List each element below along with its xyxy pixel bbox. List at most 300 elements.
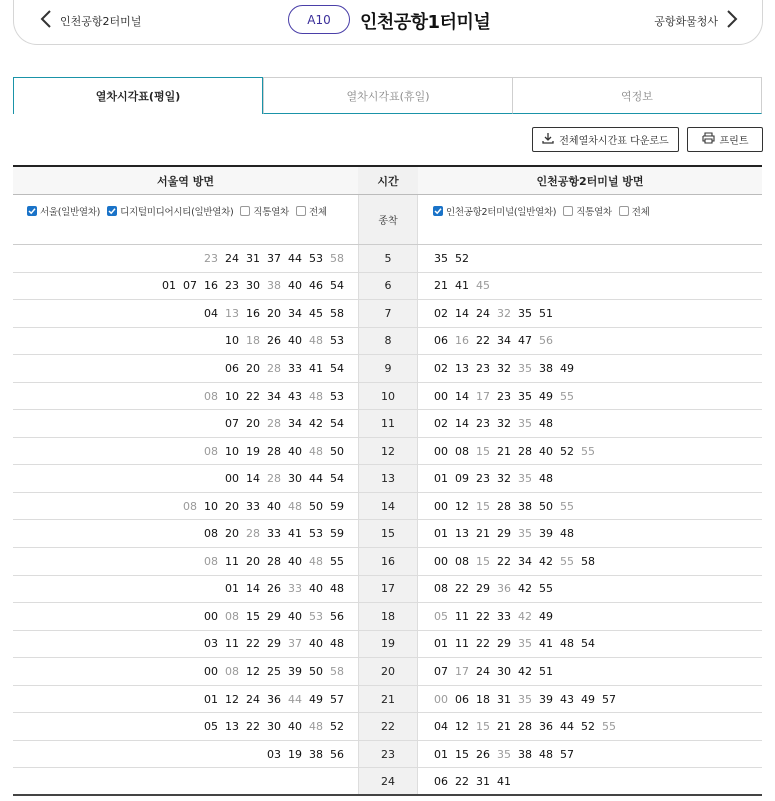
departure-minute-express: 55 — [581, 444, 595, 458]
hour-cell: 17 — [358, 576, 418, 603]
left-filter-checkbox[interactable] — [107, 204, 233, 218]
departure-minute: 19 — [288, 747, 302, 761]
departure-minute-express: 58 — [330, 251, 344, 265]
hour-cell: 16 — [358, 548, 418, 575]
seoul-direction-minutes — [13, 658, 358, 685]
departure-minute: 02 — [434, 361, 448, 375]
departure-minute: 16 — [246, 306, 260, 320]
departure-minute-express: 42 — [518, 609, 532, 623]
departure-minute: 28 — [497, 499, 511, 513]
departure-minute: 07 — [183, 279, 197, 293]
departure-minute-express: 23 — [204, 251, 218, 265]
departure-minute-express: 35 — [518, 637, 532, 651]
chevron-right-icon — [726, 10, 738, 32]
departure-minute: 30 — [497, 664, 511, 678]
terminal2-direction-minutes — [418, 658, 762, 685]
departure-minute: 44 — [309, 472, 323, 486]
checkbox-checked-icon[interactable] — [433, 206, 443, 216]
departure-minute-express: 44 — [288, 692, 302, 706]
seoul-direction-minutes — [13, 548, 358, 575]
departure-minute: 37 — [267, 251, 281, 265]
timetable — [13, 165, 762, 796]
left-filter-label: 서울(일반열차) — [40, 207, 101, 218]
seoul-direction-minutes — [13, 493, 358, 520]
departure-minute: 31 — [476, 774, 490, 788]
departure-minute: 30 — [246, 279, 260, 293]
departure-minute: 36 — [267, 692, 281, 706]
terminal2-direction-minutes — [418, 273, 762, 300]
download-icon — [542, 132, 559, 147]
departure-minute-express: 45 — [476, 279, 490, 293]
hour-cell: 20 — [358, 658, 418, 685]
terminus-label: 종착 — [358, 195, 418, 244]
departure-minute: 02 — [434, 306, 448, 320]
departure-minute: 23 — [225, 279, 239, 293]
departure-minute: 28 — [267, 444, 281, 458]
right-filter-checkbox[interactable] — [563, 204, 612, 218]
departure-minute: 23 — [476, 417, 490, 431]
departure-minute: 22 — [246, 637, 260, 651]
departure-minute-express: 48 — [309, 720, 323, 734]
departure-minute: 34 — [518, 554, 532, 568]
departure-minute: 42 — [518, 664, 532, 678]
hour-cell: 9 — [358, 355, 418, 382]
terminal2-direction-minutes — [418, 410, 762, 437]
terminal2-direction-minutes — [418, 548, 762, 575]
checkbox-empty-icon[interactable] — [296, 206, 306, 216]
departure-minute-express: 58 — [330, 664, 344, 678]
hour-cell: 24 — [358, 768, 418, 794]
right-filter-label: 인천공항2터미널(일반열차) — [446, 207, 557, 218]
seoul-direction-minutes — [13, 300, 358, 327]
departure-minute: 28 — [518, 720, 532, 734]
departure-minute: 13 — [455, 527, 469, 541]
departure-minute: 49 — [309, 692, 323, 706]
departure-minute: 00 — [434, 389, 448, 403]
terminal2-direction-minutes — [418, 686, 762, 713]
departure-minute: 15 — [455, 747, 469, 761]
departure-minute: 26 — [476, 747, 490, 761]
left-filter-label: 전체 — [308, 207, 327, 218]
departure-minute: 10 — [225, 389, 239, 403]
departure-minute-express: 08 — [204, 389, 218, 403]
departure-minute: 13 — [455, 361, 469, 375]
table-row — [13, 383, 762, 411]
departure-minute: 20 — [246, 554, 260, 568]
departure-minute-express: 28 — [246, 527, 260, 541]
departure-minute: 42 — [518, 582, 532, 596]
seoul-direction-minutes — [13, 410, 358, 437]
departure-minute: 53 — [330, 334, 344, 348]
departure-minute: 00 — [225, 472, 239, 486]
departure-minute: 08 — [434, 582, 448, 596]
seoul-direction-minutes — [13, 245, 358, 272]
departure-minute: 26 — [267, 582, 281, 596]
departure-minute-express: 28 — [267, 361, 281, 375]
departure-minute: 22 — [246, 389, 260, 403]
departure-minute-express: 48 — [309, 334, 323, 348]
departure-minute: 01 — [434, 472, 448, 486]
departure-minute: 12 — [246, 664, 260, 678]
table-row — [13, 741, 762, 769]
timetable-body — [13, 245, 762, 796]
departure-minute: 43 — [288, 389, 302, 403]
departure-minute: 54 — [330, 361, 344, 375]
departure-minute: 42 — [309, 417, 323, 431]
departure-minute-express: 38 — [267, 279, 281, 293]
left-filter-checkbox[interactable] — [240, 204, 289, 218]
hour-column-title: 시간 — [358, 167, 418, 194]
next-station-link[interactable] — [654, 10, 738, 32]
departure-minute: 41 — [288, 527, 302, 541]
departure-minute: 44 — [288, 251, 302, 265]
departure-minute-express: 08 — [183, 499, 197, 513]
departure-minute-express: 16 — [455, 334, 469, 348]
right-filter-checkbox[interactable] — [433, 204, 556, 218]
table-row — [13, 245, 762, 273]
departure-minute: 48 — [560, 637, 574, 651]
departure-minute: 01 — [204, 692, 218, 706]
departure-minute-express: 00 — [434, 692, 448, 706]
departure-minute: 34 — [497, 334, 511, 348]
prev-station-label: 인천공항2터미널 — [60, 15, 142, 28]
departure-minute-express: 48 — [309, 444, 323, 458]
departure-minute: 29 — [476, 582, 490, 596]
departure-minute: 31 — [497, 692, 511, 706]
departure-minute-express: 08 — [225, 609, 239, 623]
seoul-direction-minutes — [13, 438, 358, 465]
seoul-direction-minutes — [13, 603, 358, 630]
departure-minute: 52 — [581, 720, 595, 734]
departure-minute: 12 — [455, 720, 469, 734]
checkbox-checked-icon[interactable] — [27, 206, 37, 216]
terminal2-direction-minutes — [418, 438, 762, 465]
departure-minute: 48 — [539, 417, 553, 431]
departure-minute: 35 — [518, 389, 532, 403]
departure-minute-express: 55 — [560, 389, 574, 403]
departure-minute: 19 — [246, 444, 260, 458]
departure-minute: 34 — [288, 417, 302, 431]
departure-minute: 00 — [204, 664, 218, 678]
right-filter-checkbox[interactable] — [619, 204, 650, 218]
departure-minute: 11 — [225, 637, 239, 651]
departure-minute: 57 — [330, 692, 344, 706]
departure-minute: 13 — [225, 720, 239, 734]
departure-minute: 29 — [497, 527, 511, 541]
departure-minute: 41 — [455, 279, 469, 293]
departure-minute: 09 — [455, 472, 469, 486]
departure-minute-express: 17 — [476, 389, 490, 403]
departure-minute: 59 — [330, 499, 344, 513]
departure-minute: 49 — [539, 609, 553, 623]
departure-minute: 32 — [497, 472, 511, 486]
hour-cell: 7 — [358, 300, 418, 327]
departure-minute: 40 — [288, 720, 302, 734]
seoul-direction-minutes — [13, 768, 358, 794]
departure-minute-express: 35 — [518, 472, 532, 486]
departure-minute: 12 — [225, 692, 239, 706]
departure-minute: 55 — [330, 554, 344, 568]
departure-minute: 44 — [560, 720, 574, 734]
table-row — [13, 768, 762, 796]
terminal2-direction-title: 인천공항2터미널 방면 — [536, 174, 644, 188]
terminal2-direction-minutes — [418, 603, 762, 630]
departure-minute-express: 32 — [497, 306, 511, 320]
departure-minute-express: 36 — [497, 582, 511, 596]
departure-minute: 51 — [539, 306, 553, 320]
departure-minute: 00 — [434, 554, 448, 568]
departure-minute: 33 — [497, 609, 511, 623]
departure-minute: 40 — [288, 609, 302, 623]
departure-minute: 50 — [309, 499, 323, 513]
departure-minute: 22 — [455, 774, 469, 788]
departure-minute-express: 28 — [267, 417, 281, 431]
departure-minute-express: 15 — [476, 499, 490, 513]
departure-minute: 32 — [497, 417, 511, 431]
hour-cell: 12 — [358, 438, 418, 465]
departure-minute: 08 — [455, 554, 469, 568]
departure-minute: 54 — [330, 472, 344, 486]
departure-minute-express: 13 — [225, 306, 239, 320]
departure-minute: 10 — [225, 444, 239, 458]
table-row — [13, 465, 762, 493]
departure-minute: 34 — [288, 306, 302, 320]
hour-cell: 6 — [358, 273, 418, 300]
departure-minute: 50 — [330, 444, 344, 458]
departure-minute: 06 — [434, 774, 448, 788]
left-filter-label: 직통열차 — [253, 207, 289, 218]
departure-minute: 38 — [518, 747, 532, 761]
hour-cell: 13 — [358, 465, 418, 492]
departure-minute: 21 — [497, 720, 511, 734]
departure-minute-express: 08 — [204, 554, 218, 568]
departure-minute-express: 35 — [497, 747, 511, 761]
checkbox-empty-icon[interactable] — [563, 206, 573, 216]
departure-minute: 20 — [225, 499, 239, 513]
departure-minute: 40 — [309, 637, 323, 651]
departure-minute-express: 35 — [518, 527, 532, 541]
departure-minute: 14 — [455, 306, 469, 320]
seoul-direction-title: 서울역 방면 — [157, 174, 214, 188]
departure-minute: 40 — [267, 499, 281, 513]
table-row — [13, 493, 762, 521]
departure-minute: 22 — [476, 609, 490, 623]
departure-minute: 23 — [476, 361, 490, 375]
departure-minute-express: 15 — [476, 444, 490, 458]
departure-minute: 23 — [497, 389, 511, 403]
left-filter-label: 디지털미디어시티(일반열차) — [120, 207, 234, 218]
departure-minute: 50 — [309, 664, 323, 678]
departure-minute: 40 — [288, 444, 302, 458]
departure-minute-express: 28 — [267, 472, 281, 486]
hour-cell: 23 — [358, 741, 418, 768]
departure-minute: 55 — [539, 582, 553, 596]
tab-weekday-timetable[interactable]: 열차시각표(평일) — [13, 77, 263, 114]
departure-minute: 22 — [455, 582, 469, 596]
departure-minute: 11 — [225, 554, 239, 568]
departure-minute: 28 — [518, 444, 532, 458]
departure-minute-express: 48 — [309, 389, 323, 403]
departure-minute: 43 — [560, 692, 574, 706]
chevron-left-icon — [40, 10, 52, 32]
terminal2-direction-minutes — [418, 300, 762, 327]
departure-minute: 20 — [246, 417, 260, 431]
departure-minute: 47 — [518, 334, 532, 348]
terminal2-direction-minutes — [418, 328, 762, 355]
download-timetable-button[interactable] — [532, 127, 679, 152]
checkbox-empty-icon[interactable] — [240, 206, 250, 216]
left-filter-checkbox[interactable] — [296, 204, 327, 218]
seoul-direction-minutes — [13, 383, 358, 410]
seoul-direction-minutes — [13, 328, 358, 355]
departure-minute: 01 — [434, 747, 448, 761]
seoul-direction-minutes — [13, 741, 358, 768]
departure-minute: 34 — [267, 389, 281, 403]
departure-minute: 50 — [539, 499, 553, 513]
departure-minute: 49 — [560, 361, 574, 375]
departure-minute: 11 — [455, 637, 469, 651]
departure-minute: 24 — [225, 251, 239, 265]
departure-minute: 32 — [497, 361, 511, 375]
departure-minute: 24 — [476, 664, 490, 678]
departure-minute: 12 — [455, 499, 469, 513]
departure-minute-express: 35 — [518, 417, 532, 431]
terminal2-direction-minutes — [418, 576, 762, 603]
terminal2-direction-minutes — [418, 245, 762, 272]
hour-cell: 22 — [358, 713, 418, 740]
seoul-direction-minutes — [13, 576, 358, 603]
table-row — [13, 686, 762, 714]
departure-minute: 04 — [434, 720, 448, 734]
departure-minute: 30 — [267, 720, 281, 734]
seoul-direction-minutes — [13, 686, 358, 713]
departure-minute: 42 — [539, 554, 553, 568]
departure-minute: 54 — [581, 637, 595, 651]
prev-station-link[interactable] — [40, 10, 141, 32]
checkbox-checked-icon[interactable] — [107, 206, 117, 216]
departure-minute: 29 — [267, 637, 281, 651]
departure-minute-express: 48 — [309, 554, 323, 568]
departure-minute: 01 — [434, 637, 448, 651]
departure-minute: 03 — [204, 637, 218, 651]
departure-minute: 48 — [560, 527, 574, 541]
station-header — [13, 0, 763, 45]
seoul-direction-minutes — [13, 520, 358, 547]
departure-minute: 52 — [560, 444, 574, 458]
departure-minute: 08 — [204, 527, 218, 541]
checkbox-empty-icon[interactable] — [619, 206, 629, 216]
departure-minute: 06 — [455, 692, 469, 706]
tab-holiday-timetable[interactable]: 열차시각표(휴일) — [263, 77, 512, 114]
departure-minute: 07 — [434, 664, 448, 678]
station-code-badge: A10 — [288, 5, 350, 34]
departure-minute: 54 — [330, 417, 344, 431]
departure-minute: 39 — [539, 692, 553, 706]
departure-minute: 29 — [497, 637, 511, 651]
departure-minute: 48 — [330, 637, 344, 651]
departure-minute: 29 — [267, 609, 281, 623]
departure-minute: 41 — [309, 361, 323, 375]
departure-minute: 14 — [455, 389, 469, 403]
departure-minute-express: 53 — [309, 609, 323, 623]
departure-minute: 02 — [434, 417, 448, 431]
departure-minute-express: 15 — [476, 554, 490, 568]
departure-minute-express: 48 — [288, 499, 302, 513]
terminal2-direction-minutes — [418, 741, 762, 768]
departure-minute: 54 — [330, 279, 344, 293]
departure-minute: 51 — [539, 664, 553, 678]
departure-minute: 46 — [309, 279, 323, 293]
departure-minute: 18 — [476, 692, 490, 706]
departure-minute: 30 — [288, 472, 302, 486]
departure-minute: 33 — [267, 527, 281, 541]
next-station-label: 공항화물청사 — [654, 15, 718, 28]
departure-minute: 38 — [539, 361, 553, 375]
departure-minute-express: 35 — [518, 361, 532, 375]
departure-minute: 40 — [309, 582, 323, 596]
table-row — [13, 300, 762, 328]
departure-minute: 56 — [330, 609, 344, 623]
departure-minute: 22 — [246, 720, 260, 734]
departure-minute: 57 — [560, 747, 574, 761]
departure-minute: 53 — [309, 251, 323, 265]
departure-minute: 53 — [330, 389, 344, 403]
departure-minute: 00 — [204, 609, 218, 623]
departure-minute: 58 — [330, 306, 344, 320]
terminal2-direction-minutes — [418, 383, 762, 410]
departure-minute-express: 17 — [455, 664, 469, 678]
departure-minute: 21 — [476, 527, 490, 541]
departure-minute: 48 — [539, 472, 553, 486]
departure-minute: 20 — [267, 306, 281, 320]
departure-minute: 10 — [204, 499, 218, 513]
seoul-direction-minutes — [13, 273, 358, 300]
departure-minute: 08 — [455, 444, 469, 458]
tab-station-info[interactable]: 역정보 — [512, 77, 762, 114]
departure-minute-express: 35 — [518, 692, 532, 706]
terminal2-direction-minutes — [418, 713, 762, 740]
left-filter-checkbox[interactable] — [27, 204, 100, 218]
left-filter-group — [13, 195, 358, 244]
hour-cell: 5 — [358, 245, 418, 272]
hour-cell: 18 — [358, 603, 418, 630]
hour-cell: 15 — [358, 520, 418, 547]
right-filter-label: 전체 — [631, 207, 650, 218]
departure-minute: 33 — [288, 361, 302, 375]
departure-minute: 52 — [455, 251, 469, 265]
hour-cell: 8 — [358, 328, 418, 355]
departure-minute: 40 — [288, 554, 302, 568]
seoul-direction-minutes — [13, 355, 358, 382]
departure-minute: 40 — [539, 444, 553, 458]
table-row — [13, 631, 762, 659]
departure-minute: 14 — [455, 417, 469, 431]
departure-minute: 45 — [309, 306, 323, 320]
departure-minute: 38 — [309, 747, 323, 761]
hour-cell: 11 — [358, 410, 418, 437]
departure-minute-express: 08 — [204, 444, 218, 458]
station-title: 인천공항1터미널 — [360, 12, 491, 33]
right-filter-group — [418, 195, 762, 244]
departure-minute-express: 33 — [288, 582, 302, 596]
seoul-direction-minutes — [13, 465, 358, 492]
departure-minute: 40 — [288, 334, 302, 348]
seoul-direction-minutes — [13, 713, 358, 740]
print-button[interactable] — [687, 127, 763, 152]
departure-minute-express: 37 — [288, 637, 302, 651]
tab-bar — [13, 77, 762, 114]
departure-minute: 31 — [246, 251, 260, 265]
